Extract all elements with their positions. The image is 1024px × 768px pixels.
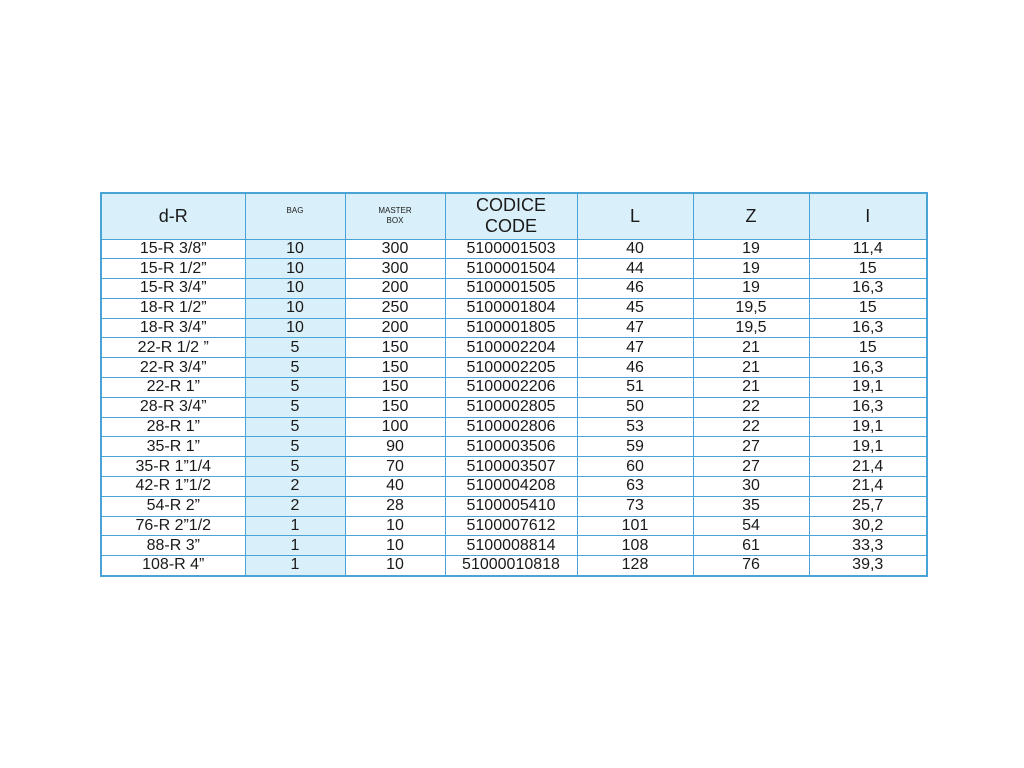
table-row <box>101 318 927 338</box>
cell-z: 21 <box>693 338 809 358</box>
cell-l: 73 <box>577 496 693 516</box>
cell-l: 45 <box>577 298 693 318</box>
cell-dr: 18-R 1/2” <box>101 298 245 318</box>
table-row <box>101 536 927 556</box>
cell-master: 250 <box>345 298 445 318</box>
cell-i: 16,3 <box>809 318 927 338</box>
cell-code: 5100005410 <box>445 496 577 516</box>
cell-bag: 2 <box>245 496 345 516</box>
cell-bag: 5 <box>245 397 345 417</box>
cell-i: 19,1 <box>809 437 927 457</box>
table-row <box>101 259 927 279</box>
cell-master: 40 <box>345 477 445 497</box>
cell-z: 54 <box>693 516 809 536</box>
header-z: Z <box>693 193 809 239</box>
table-row <box>101 279 927 299</box>
cell-l: 51 <box>577 378 693 398</box>
cell-z: 61 <box>693 536 809 556</box>
cell-dr: 18-R 3/4” <box>101 318 245 338</box>
header-l: L <box>577 193 693 239</box>
cell-z: 19 <box>693 239 809 259</box>
table-row <box>101 496 927 516</box>
cell-i: 15 <box>809 338 927 358</box>
cell-i: 21,4 <box>809 477 927 497</box>
cell-i: 16,3 <box>809 279 927 299</box>
cell-dr: 22-R 1/2 ” <box>101 338 245 358</box>
cell-dr: 42-R 1”1/2 <box>101 477 245 497</box>
cell-code: 5100002805 <box>445 397 577 417</box>
cell-master: 10 <box>345 536 445 556</box>
cell-master: 100 <box>345 417 445 437</box>
cell-i: 25,7 <box>809 496 927 516</box>
cell-bag: 5 <box>245 417 345 437</box>
cell-code: 5100004208 <box>445 477 577 497</box>
cell-i: 33,3 <box>809 536 927 556</box>
cell-dr: 15-R 1/2” <box>101 259 245 279</box>
cell-i: 19,1 <box>809 417 927 437</box>
cell-bag: 5 <box>245 437 345 457</box>
table-row <box>101 516 927 536</box>
cell-i: 39,3 <box>809 556 927 576</box>
cell-l: 53 <box>577 417 693 437</box>
cell-code: 51000010818 <box>445 556 577 576</box>
cell-z: 19 <box>693 279 809 299</box>
cell-code: 5100001504 <box>445 259 577 279</box>
cell-z: 27 <box>693 457 809 477</box>
cell-i: 16,3 <box>809 397 927 417</box>
cell-master: 90 <box>345 437 445 457</box>
cell-code: 5100003506 <box>445 437 577 457</box>
cell-z: 22 <box>693 417 809 437</box>
cell-l: 60 <box>577 457 693 477</box>
cell-l: 63 <box>577 477 693 497</box>
cell-dr: 22-R 3/4” <box>101 358 245 378</box>
cell-master: 300 <box>345 239 445 259</box>
table-row <box>101 437 927 457</box>
cell-master: 200 <box>345 279 445 299</box>
table-row <box>101 457 927 477</box>
cell-dr: 76-R 2”1/2 <box>101 516 245 536</box>
cell-master: 150 <box>345 378 445 398</box>
cell-code: 5100008814 <box>445 536 577 556</box>
cell-bag: 1 <box>245 556 345 576</box>
cell-master: 300 <box>345 259 445 279</box>
cell-z: 19,5 <box>693 318 809 338</box>
cell-dr: 35-R 1” <box>101 437 245 457</box>
table-row <box>101 338 927 358</box>
cell-bag: 1 <box>245 516 345 536</box>
cell-l: 46 <box>577 279 693 299</box>
cell-z: 19 <box>693 259 809 279</box>
header-master-line1: MASTER <box>378 206 412 215</box>
header-master-box <box>345 193 445 239</box>
table-row <box>101 378 927 398</box>
header-row <box>101 193 927 239</box>
cell-l: 47 <box>577 338 693 358</box>
cell-z: 21 <box>693 358 809 378</box>
cell-code: 5100002206 <box>445 378 577 398</box>
cell-l: 59 <box>577 437 693 457</box>
cell-z: 22 <box>693 397 809 417</box>
cell-dr: 15-R 3/4” <box>101 279 245 299</box>
cell-master: 10 <box>345 516 445 536</box>
cell-dr: 28-R 1” <box>101 417 245 437</box>
table-row <box>101 477 927 497</box>
cell-master: 150 <box>345 358 445 378</box>
cell-l: 108 <box>577 536 693 556</box>
cell-dr: 35-R 1”1/4 <box>101 457 245 477</box>
cell-z: 27 <box>693 437 809 457</box>
header-master-line2: BOX <box>386 216 404 225</box>
cell-i: 11,4 <box>809 239 927 259</box>
cell-code: 5100002806 <box>445 417 577 437</box>
cell-bag: 10 <box>245 279 345 299</box>
cell-dr: 22-R 1” <box>101 378 245 398</box>
cell-z: 19,5 <box>693 298 809 318</box>
cell-dr: 15-R 3/8” <box>101 239 245 259</box>
cell-dr: 28-R 3/4” <box>101 397 245 417</box>
cell-code: 5100001804 <box>445 298 577 318</box>
cell-master: 70 <box>345 457 445 477</box>
cell-l: 40 <box>577 239 693 259</box>
table-header <box>101 193 927 239</box>
cell-bag: 1 <box>245 536 345 556</box>
table-row <box>101 417 927 437</box>
table-row <box>101 556 927 576</box>
cell-master: 200 <box>345 318 445 338</box>
cell-bag: 2 <box>245 477 345 497</box>
cell-z: 21 <box>693 378 809 398</box>
cell-l: 128 <box>577 556 693 576</box>
table-row <box>101 298 927 318</box>
cell-code: 5100002204 <box>445 338 577 358</box>
cell-bag: 5 <box>245 457 345 477</box>
cell-i: 19,1 <box>809 378 927 398</box>
cell-dr: 108-R 4” <box>101 556 245 576</box>
cell-l: 50 <box>577 397 693 417</box>
cell-master: 10 <box>345 556 445 576</box>
cell-l: 101 <box>577 516 693 536</box>
table-row <box>101 397 927 417</box>
cell-i: 15 <box>809 259 927 279</box>
cell-dr: 54-R 2” <box>101 496 245 516</box>
table-row <box>101 239 927 259</box>
cell-bag: 10 <box>245 239 345 259</box>
cell-i: 16,3 <box>809 358 927 378</box>
cell-master: 150 <box>345 338 445 358</box>
cell-code: 5100001503 <box>445 239 577 259</box>
cell-master: 150 <box>345 397 445 417</box>
cell-bag: 10 <box>245 298 345 318</box>
cell-z: 35 <box>693 496 809 516</box>
cell-z: 76 <box>693 556 809 576</box>
cell-code: 5100001505 <box>445 279 577 299</box>
cell-dr: 88-R 3” <box>101 536 245 556</box>
header-dr: d-R <box>101 193 245 239</box>
header-code <box>445 193 577 239</box>
header-i: I <box>809 193 927 239</box>
cell-code: 5100007612 <box>445 516 577 536</box>
cell-z: 30 <box>693 477 809 497</box>
product-spec-table <box>100 192 928 577</box>
table-body <box>101 239 927 576</box>
header-bag: BAG <box>245 193 345 239</box>
header-code-line1: CODICE <box>475 195 546 216</box>
header-code-line2: CODE <box>484 216 537 237</box>
cell-code: 5100002205 <box>445 358 577 378</box>
cell-bag: 5 <box>245 338 345 358</box>
cell-master: 28 <box>345 496 445 516</box>
cell-i: 21,4 <box>809 457 927 477</box>
cell-i: 30,2 <box>809 516 927 536</box>
cell-l: 47 <box>577 318 693 338</box>
table-row <box>101 358 927 378</box>
cell-l: 44 <box>577 259 693 279</box>
cell-code: 5100001805 <box>445 318 577 338</box>
cell-bag: 10 <box>245 318 345 338</box>
cell-bag: 10 <box>245 259 345 279</box>
cell-i: 15 <box>809 298 927 318</box>
cell-l: 46 <box>577 358 693 378</box>
cell-bag: 5 <box>245 378 345 398</box>
cell-code: 5100003507 <box>445 457 577 477</box>
cell-bag: 5 <box>245 358 345 378</box>
